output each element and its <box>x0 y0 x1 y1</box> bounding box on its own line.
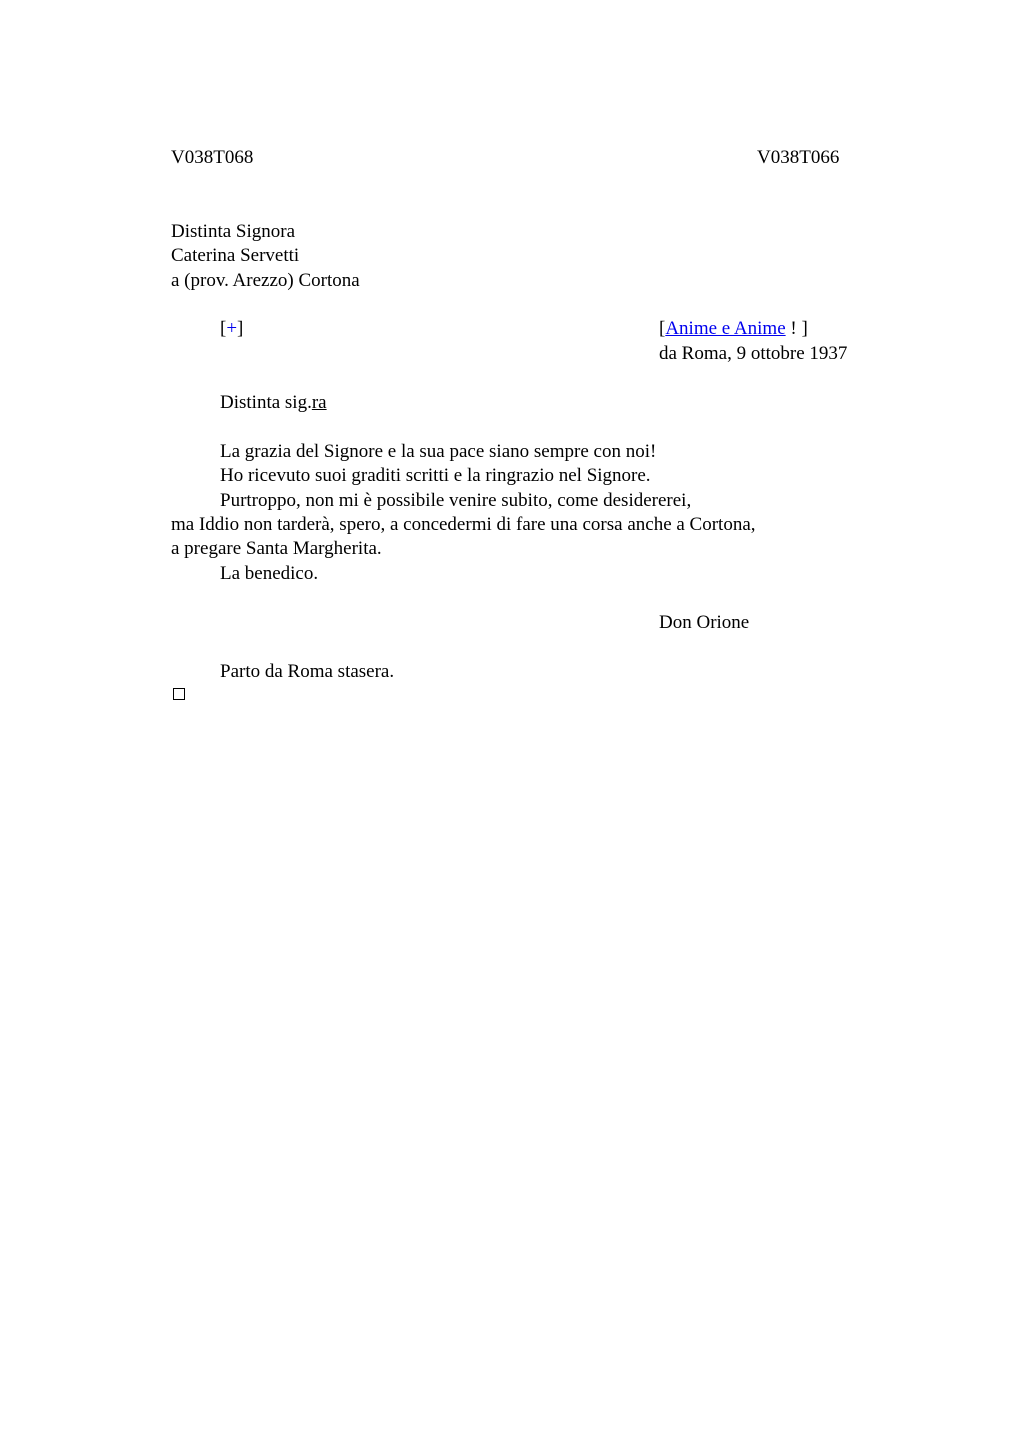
address-line-1: Distinta Signora <box>171 221 296 242</box>
body-line-5: a pregare Santa Margherita. <box>171 538 382 559</box>
body-line-3: Purtroppo, non mi è possibile venire subito, come desidererei, <box>220 490 692 511</box>
body-line-6: La benedico. <box>220 563 319 584</box>
body-line-2: Ho ricevuto suoi graditi scritti e la ringrazio nel Signore. <box>220 465 651 486</box>
square-outline-icon <box>173 688 185 700</box>
motto-bracket-open: [ <box>659 318 666 339</box>
place-date: da Roma, 9 ottobre 1937 <box>659 343 848 364</box>
signature: Don Orione <box>659 612 750 633</box>
salutation-suffix: ra <box>311 392 327 413</box>
plus-link[interactable]: + <box>226 318 238 339</box>
salutation <box>220 391 327 415</box>
document-code-right: V038T066 <box>757 147 840 168</box>
salutation-prefix: Distinta sig. <box>220 392 312 413</box>
motto <box>659 317 808 341</box>
motto-link[interactable]: Anime e Anime <box>665 318 786 339</box>
body-line-1: La grazia del Signore e la sua pace siano sempre con noi! <box>220 441 657 462</box>
plus-marker <box>220 317 243 341</box>
document-code-left: V038T068 <box>171 147 254 168</box>
address-line-3: a (prov. Arezzo) Cortona <box>171 270 360 291</box>
address-line-2: Caterina Servetti <box>171 245 300 266</box>
postscript: Parto da Roma stasera. <box>220 661 395 682</box>
bracket-close: ] <box>237 318 244 339</box>
motto-bracket-close: ! ] <box>785 318 808 339</box>
bracket-open: [ <box>220 318 227 339</box>
body-line-4: ma Iddio non tarderà, spero, a concedermi di fare una corsa anche a Cortona, <box>171 514 756 535</box>
